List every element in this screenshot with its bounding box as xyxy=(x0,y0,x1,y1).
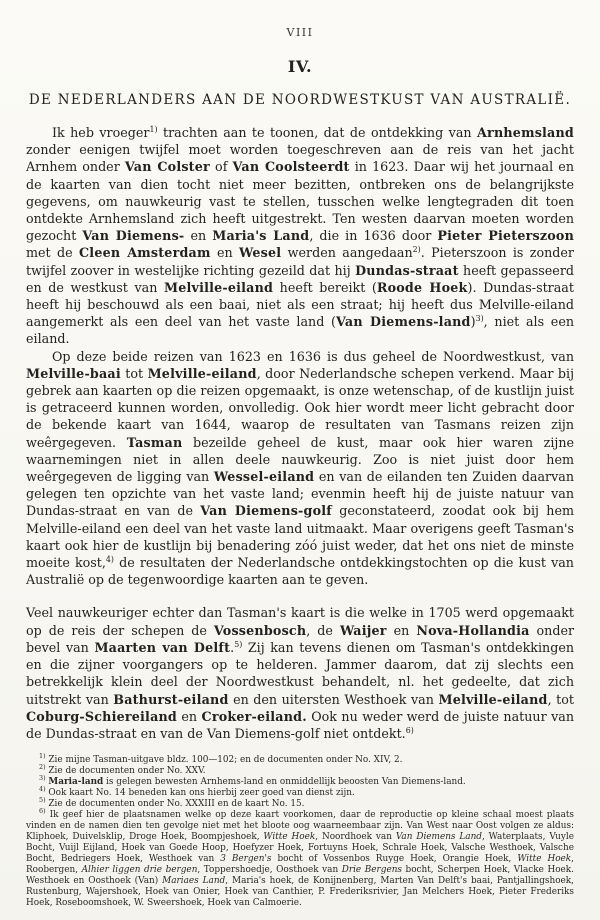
text-run: , Toppershoedje, Oosthoek van xyxy=(197,865,342,876)
bold-text-run: Maarten van Delft xyxy=(94,639,231,655)
text-run: bocht of Vossenbos Ruyge Hoek, Orangie Hoek, xyxy=(271,854,518,865)
text-run: en xyxy=(386,622,417,638)
footnote-marker: 2) xyxy=(39,763,46,772)
text-run: bocht, Scherpen Hoek, Vlacke Hoek. Westhoek en Oosthoek (Van) xyxy=(26,865,574,887)
footnote-marker: 1) xyxy=(39,752,46,761)
footnote xyxy=(26,785,574,799)
bold-text-run: Bathurst-eiland xyxy=(113,691,229,707)
text-run: en van de eilanden ten Zuiden daarvan gelegen ten opzichte van het vaste land; evenmin heeft hij de juiste natuur van Dundas-straat en van de xyxy=(26,469,574,519)
text-run: , tot xyxy=(547,691,574,707)
text-run: of xyxy=(209,159,233,175)
paragraph xyxy=(26,348,574,589)
text-run: . xyxy=(230,639,235,655)
bold-text-run: Melville-baai xyxy=(26,365,121,381)
bold-text-run: Wessel-eiland xyxy=(213,469,315,485)
text-run: Ik heb vroeger xyxy=(52,125,150,140)
text-run: . Pieterszoon is zonder twijfel zoover in westelijke richting gezeild dat hij xyxy=(26,245,574,278)
italic-text-run: Mariaes Land xyxy=(162,876,226,887)
footnote-marker: 3) xyxy=(39,774,46,783)
text-run: , die in 1636 door xyxy=(309,228,438,244)
footnote xyxy=(26,774,574,788)
text-run: , niet als een eiland. xyxy=(26,314,574,347)
bold-text-run: Waijer xyxy=(339,622,387,638)
paragraph xyxy=(26,604,574,742)
text-run: Zie de documenten onder No. XXXIII en de kaart No. 15. xyxy=(45,799,305,810)
text-run: ). Dundas-straat heeft hij beschouwd als een baai, niet als een straat; hij heeft dus Melville-eiland aangemerkt als een deel van het vaste land ( xyxy=(26,279,574,330)
text-run: ) xyxy=(470,314,476,330)
text-run: Veel nauwkeuriger echter dan Tasman's kaart is die welke in 1705 werd opgemaakt op de reis der schepen de xyxy=(26,605,574,638)
bold-text-run: Melville-eiland xyxy=(163,279,274,295)
text-run: en xyxy=(177,708,202,724)
text-run: Op deze beide reizen van 1623 en 1636 is dus geheel de Noordwestkust, van xyxy=(52,348,574,364)
footnote xyxy=(26,752,574,766)
text-run: de resultaten der Nederlandsche ontdekkingstochten op die kust van Australië op de tegenwoordige kaarten aan te geven. xyxy=(26,555,574,588)
text-run: zonder eenigen twijfel moet worden toegeschreven aan de reis van het jacht Arnhem onder xyxy=(26,142,574,175)
bold-text-run: Croker-eiland. xyxy=(201,708,307,724)
text-run: onder bevel van xyxy=(26,622,575,655)
text-run: , Noordhoek van xyxy=(315,832,396,843)
footnote-reference: 2) xyxy=(412,245,421,255)
bold-text-run: Nova-Hollandia xyxy=(416,622,530,638)
bold-text-run: Van Diemens-golf xyxy=(200,503,332,519)
footnote xyxy=(26,796,574,810)
bold-text-run: Cleen Amsterdam xyxy=(79,245,211,261)
text-run: en xyxy=(210,245,239,261)
body-paragraphs xyxy=(26,124,574,742)
bold-text-run: Maria's Land xyxy=(212,228,310,244)
text-run: tot xyxy=(120,365,148,381)
text-run: Zie de documenten onder No. XXV. xyxy=(45,766,206,777)
footnote-marker: 5) xyxy=(39,796,46,805)
italic-text-run: Witte Hoek xyxy=(263,832,316,843)
chapter-title: DE NEDERLANDERS AAN DE NOORDWESTKUST VAN AUSTRALIË. xyxy=(28,92,572,108)
bold-text-run: Dundas-straat xyxy=(355,262,459,278)
text-run: met de xyxy=(26,245,79,261)
paragraph xyxy=(26,124,574,348)
bold-text-run: Vossenbosch xyxy=(213,622,307,638)
bold-text-run: Arnhemsland xyxy=(477,125,574,140)
page-number: VIII xyxy=(286,26,314,39)
section-number: IV. xyxy=(287,57,313,76)
footnote-reference: 3) xyxy=(475,314,484,323)
text-run: trachten aan te toonen, dat de ontdekking van xyxy=(157,125,478,140)
text-run: , Waterplaats, Vuyle Bocht, Vuijl Eijland, Hoek van Goede Hoop, Hoefyzer Hoek, Fortuyns Hoek, Schrale Hoek, Valsche Westhoek, Valsche Bocht, Bedriegers Hoek, Westhoek van xyxy=(26,832,574,865)
bold-text-run: Van Diemens- xyxy=(82,228,185,244)
text-run: Ook nu weder werd de juiste natuur van de Dundas-straat en van de Van Diemens-golf niet ontdekt. xyxy=(26,708,574,741)
bold-text-run: Van Coolsteerdt xyxy=(232,159,350,175)
footnote-reference: 5) xyxy=(234,639,243,649)
text-run: en den uitersten Westhoek van xyxy=(228,691,439,707)
italic-text-run: Alhier liggen drie bergen xyxy=(81,865,198,876)
footnote-marker: 4) xyxy=(39,785,46,794)
footnotes xyxy=(26,752,574,909)
text-run: heeft bereikt ( xyxy=(273,279,377,295)
text-run: Zij kan tevens dienen om Tasman's ontdekkingen en die zijner voorgangers op te helderen. Jammer daarom, dat zij slechts een betrekkelijk klein deel der Noordwestkust behandelt, nl. het gedeelte, dat zich uitstrekt van xyxy=(26,639,575,707)
footnote-marker: 6) xyxy=(39,807,46,816)
text-run: Ook kaart No. 14 beneden kan ons hierbij zeer goed van dienst zijn. xyxy=(45,788,355,799)
text-run: , Maria's hoek, de Konijnenberg, Marten Van Delft's baai, Pantjallingshoek, Rustenburg, Wajershoek, Hoek van Onier, Hoek van Canthier, P. Frederiksrivier, Jan Melchers Hoek, Pieter Frederiks Hoek, Roseboomshoek, W. Sweershoek, Hoek van Calmoerie. xyxy=(26,876,574,909)
italic-text-run: 3 Bergen's xyxy=(220,854,272,865)
italic-text-run: Witte Hoek xyxy=(517,854,572,865)
text-run: is gelegen bewesten Arnhems-land en onmiddellijk beoosten Van Diemens-land. xyxy=(103,777,466,788)
text-run: heeft gepasseerd en de westkust van xyxy=(26,262,575,295)
bold-text-run: Van Diemens-land xyxy=(336,314,471,330)
italic-text-run: Van Diemens Land xyxy=(395,832,482,843)
text-run: werden aangedaan xyxy=(281,245,413,261)
text-run: Zie mijne Tasman-uitgave bldz. 100—102; en de documenten onder No. XIV, 2. xyxy=(45,755,403,766)
footnote-reference: 4) xyxy=(105,554,114,564)
bold-text-run: Tasman xyxy=(126,434,183,450)
footnote-reference: 6) xyxy=(405,725,414,735)
text-run: , de xyxy=(306,622,340,638)
text-run: en xyxy=(184,228,213,244)
bold-text-run: Coburg-Schiereiland xyxy=(26,708,177,724)
bold-text-run: Melville-eiland xyxy=(438,691,548,707)
bold-text-run: Melville-eiland xyxy=(147,365,257,381)
bold-text-run: Pieter Pieterszoon xyxy=(437,228,575,244)
footnote xyxy=(26,763,574,777)
bold-text-run: Maria-land xyxy=(48,777,104,788)
text-run: , door Nederlandsche schepen verkend. Maar bij gebrek aan kaarten op die reizen opgemaakt, is onze wetenschap, of de kustlijn juist is getraceerd kunnen worden, onvolledig. Ook hier wordt meer licht gebracht door de bekende kaart van 1644, waarop de resultaten van Tasmans reizen zijn weêrgegeven. xyxy=(26,365,574,450)
text-run: geconstateerd, zoodat ook bij hem Melville-eiland een deel van het vaste land uitmaakt. Maar overigens geeft Tasman's kaart ook hier de kustlijn bij benadering zóó juist weder, dat het ons niet de minste moeite kost, xyxy=(26,503,574,571)
italic-text-run: Drie Bergens xyxy=(341,865,402,876)
text-run: , Roobergen, xyxy=(26,854,574,876)
bold-text-run: Van Colster xyxy=(124,159,210,175)
text-run: bezeilde geheel de kust, maar ook hier waren zijne waarnemingen niet in allen deele nauwkeurig. Zoo is niet juist door hem weêrgegeven de ligging van xyxy=(26,434,574,485)
text-run: Ik geef hier de plaatsnamen welke op deze kaart voorkomen, daar de reproductie op kleine schaal moest plaats vinden en de namen dien ten gevolge niet met het bloote oog waarneembaar zijn. Van West naar Oost volgen ze aldus: Kliphoek, Duivelsklip, Droge Hoek, Boompjeshoek, xyxy=(26,810,574,843)
bold-text-run: Wesel xyxy=(238,245,282,261)
footnote-reference: 1) xyxy=(149,124,158,134)
footnote xyxy=(26,807,574,909)
text-run: in 1623. Daar wij het journaal en de kaarten van dien tocht niet meer bezitten, ontbreken ons de belangrijkste gegevens, om nauwkeurig vast te stellen, tusschen welke lengtegraden dit toen ontdekte Arnhemsland zich heeft uitgestrekt. Ten westen daarvan moeten worden gezocht xyxy=(26,159,574,244)
bold-text-run: Roode Hoek xyxy=(376,279,468,295)
